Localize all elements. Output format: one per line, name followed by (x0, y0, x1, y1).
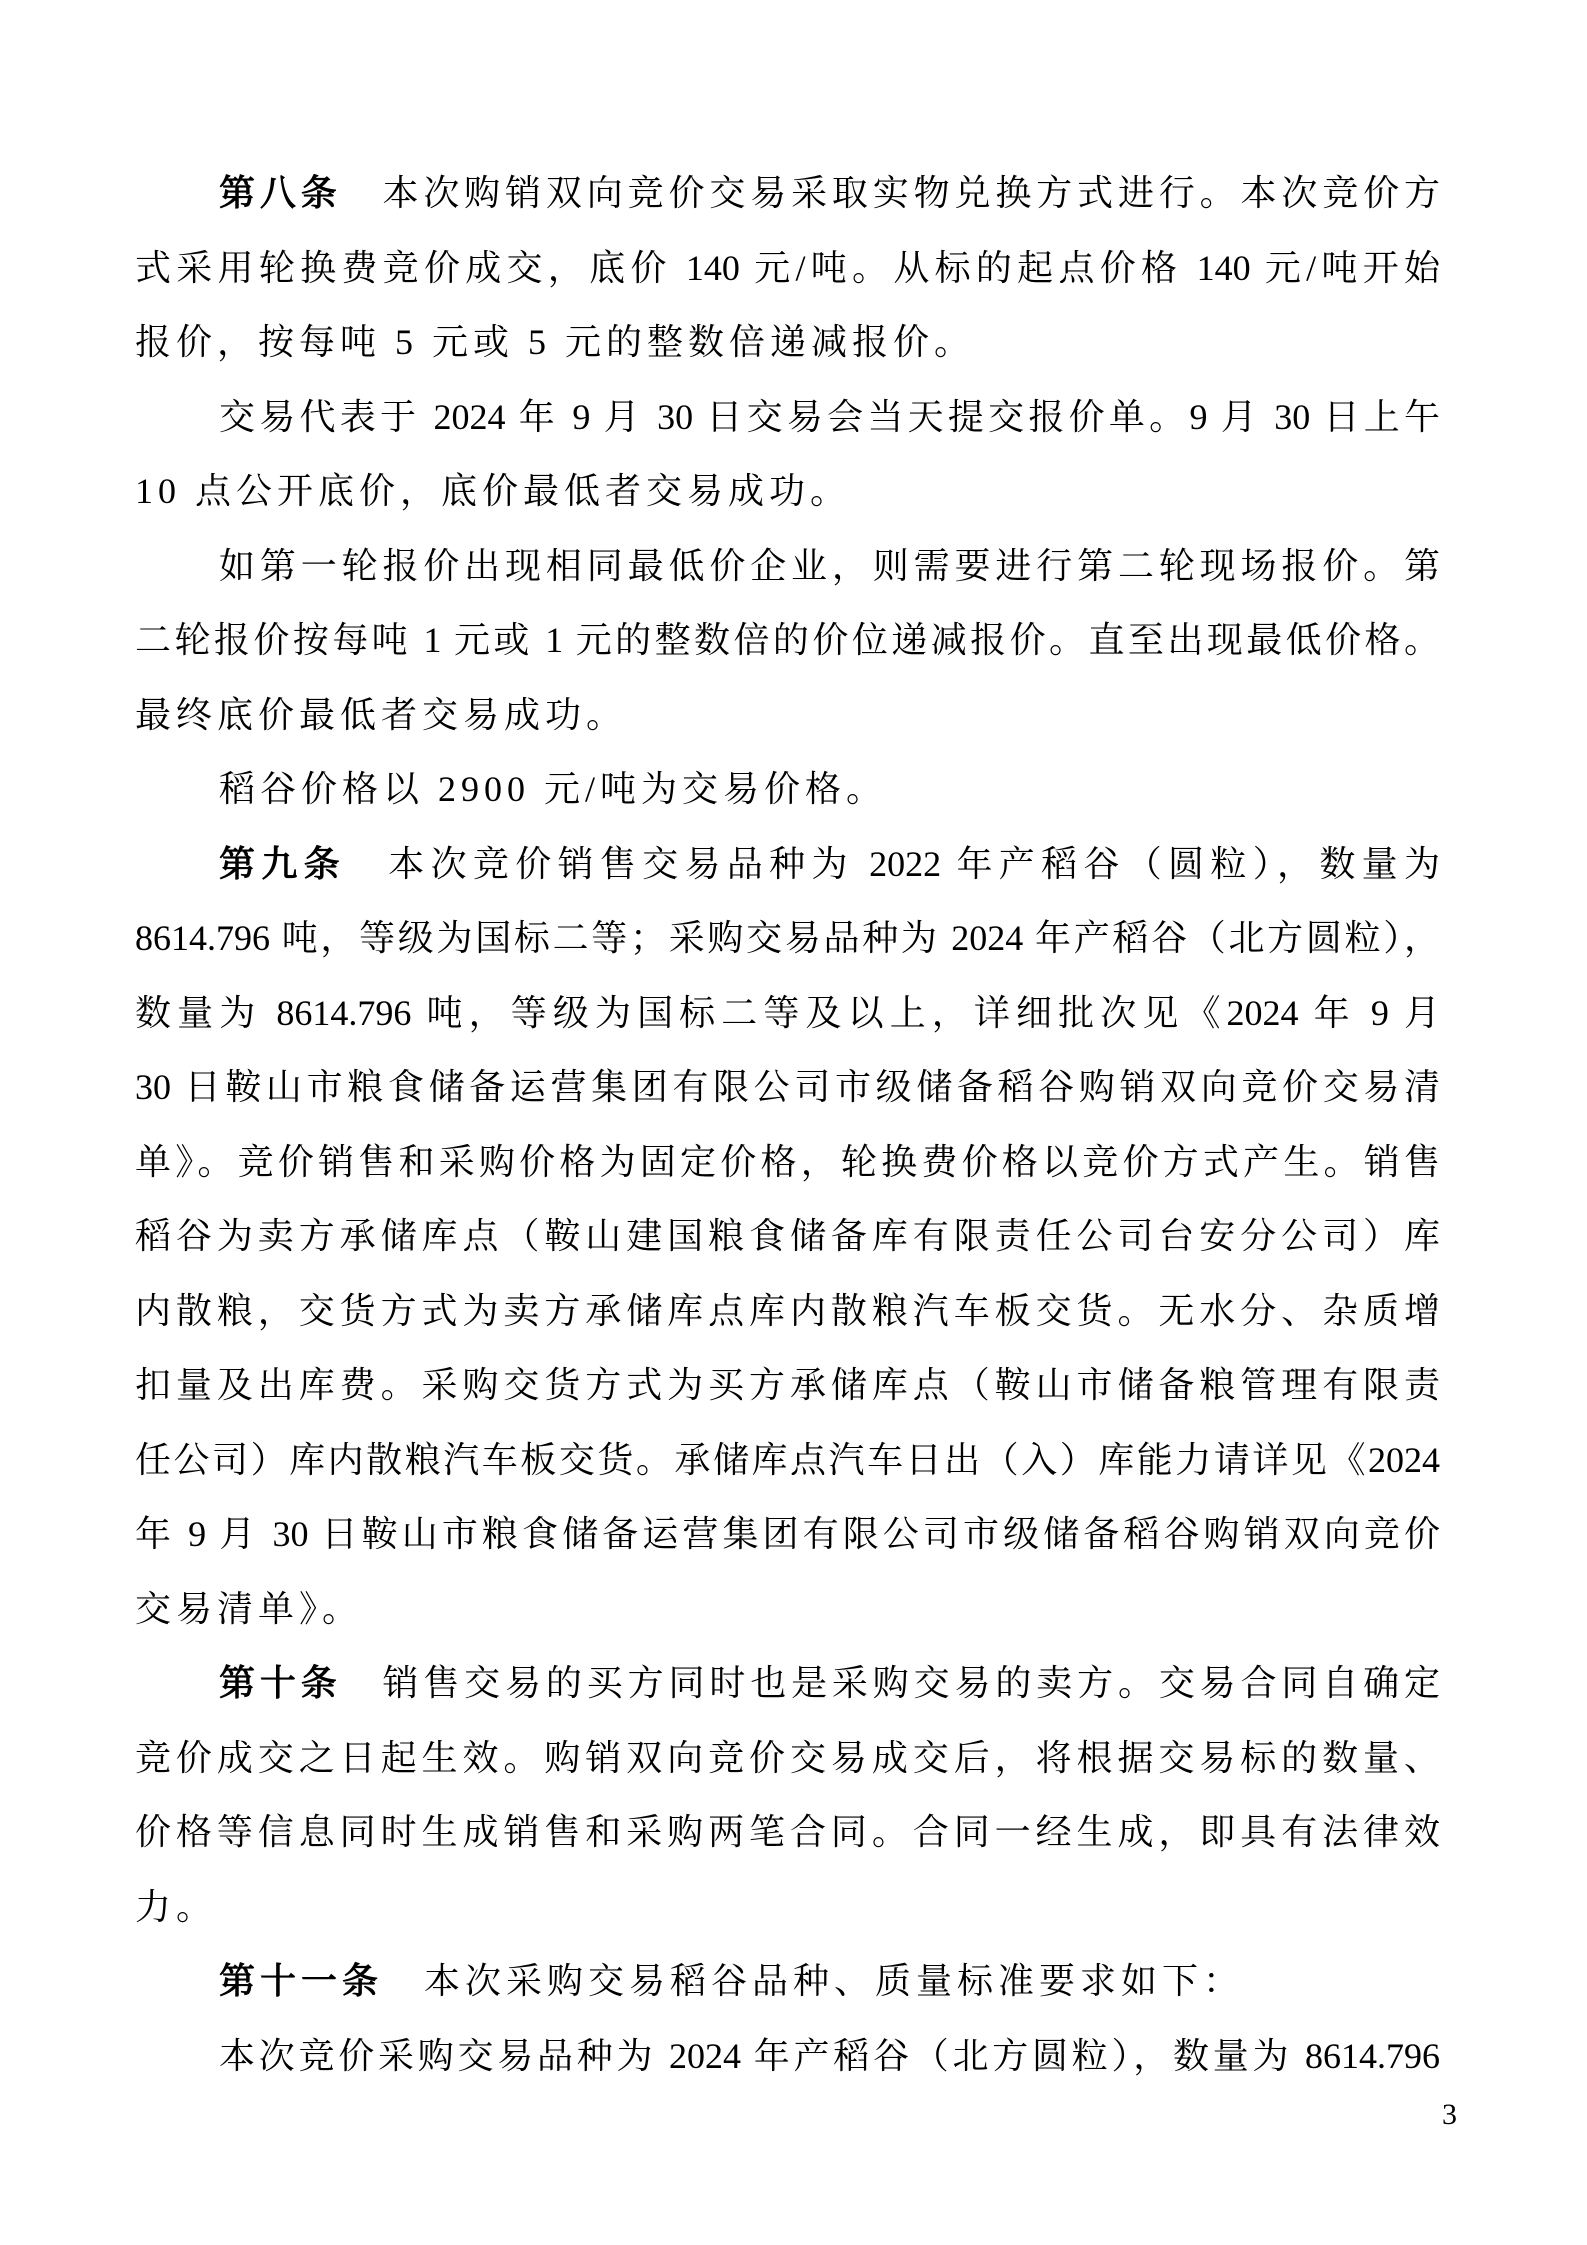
text-line (135, 1572, 1440, 1647)
document-body (135, 156, 1440, 2093)
line-text: 稻谷价格以 2900 元/吨为交易价格。 (219, 769, 888, 809)
line-text: 二轮报价按每吨 1 元或 1 元的整数倍的价位递减报价。直至出现最低价格。 (135, 620, 1440, 660)
text-line (135, 1795, 1440, 1870)
text-line (135, 901, 1440, 976)
paragraph (135, 827, 1440, 1647)
paragraph (135, 529, 1440, 753)
paragraph (135, 380, 1440, 529)
line-text: 交易代表于 2024 年 9 月 30 日交易会当天提交报价单。9 月 30 日上午 (219, 396, 1440, 437)
text-line (135, 1050, 1440, 1125)
text-line (135, 1423, 1440, 1498)
text-line (135, 1274, 1440, 1349)
line-text: 年 9 月 30 日鞍山市粮食储备运营集团有限公司市级储备稻谷购销双向竞价 (135, 1514, 1440, 1554)
article-number-label: 第九条 (219, 843, 346, 884)
text-line (135, 380, 1440, 455)
text-line (135, 1646, 1440, 1721)
text-line (135, 1199, 1440, 1274)
line-text: 最终底价最低者交易成功。 (135, 694, 628, 735)
article-number-label: 第十一条 (219, 1961, 384, 2001)
line-text: 单》。竞价销售和采购价格为固定价格，轮换费价格以竞价方式产生。销售 (135, 1141, 1440, 1182)
text-line (135, 2019, 1440, 2094)
paragraph (135, 1944, 1440, 2019)
line-text: 稻谷为卖方承储库点（鞍山建国粮食储备库有限责任公司台安分公司）库 (135, 1216, 1440, 1256)
paragraph (135, 752, 1440, 827)
article-number-label: 第八条 (219, 173, 342, 213)
line-text: 力。 (135, 1886, 218, 1927)
text-line (135, 603, 1440, 678)
line-text: 10 点公开底价，底价最低者交易成功。 (135, 471, 852, 511)
text-line (135, 305, 1440, 380)
text-line (135, 529, 1440, 604)
text-line (135, 1497, 1440, 1572)
text-line (135, 454, 1440, 529)
line-text: 本次竞价采购交易品种为 2024 年产稻谷（北方圆粒），数量为 8614.796 (219, 2035, 1440, 2076)
line-text: 报价，按每吨 5 元或 5 元的整数倍递减报价。 (135, 322, 976, 362)
article-number-label: 第十条 (219, 1663, 342, 1703)
line-text: 式采用轮换费竞价成交，底价 140 元/吨。从标的起点价格 140 元/吨开始 (135, 247, 1440, 288)
line-text: 扣量及出库费。采购交货方式为买方承储库点（鞍山市储备粮管理有限责 (135, 1365, 1440, 1405)
line-text: 交易清单》。 (135, 1588, 364, 1629)
line-text: 30 日鞍山市粮食储备运营集团有限公司市级储备稻谷购销双向竞价交易清 (135, 1067, 1440, 1107)
text-line (135, 231, 1440, 306)
line-text: 销售交易的买方同时也是采购交易的卖方。交易合同自确定 (341, 1663, 1440, 1703)
paragraph (135, 156, 1440, 380)
line-text: 竞价成交之日起生效。购销双向竞价交易成交后，将根据交易标的数量、 (135, 1737, 1440, 1778)
text-line (135, 1721, 1440, 1796)
line-text: 本次采购交易稻谷品种、质量标准要求如下： (383, 1961, 1245, 2001)
line-text: 任公司）库内散粮汽车板交货。承储库点汽车日出（入）库能力请详见《2024 (135, 1439, 1440, 1480)
text-line (135, 1944, 1440, 2019)
text-line (135, 1870, 1440, 1945)
text-line (135, 976, 1440, 1051)
text-line (135, 156, 1440, 231)
paragraph (135, 1646, 1440, 1944)
line-text: 8614.796 吨，等级为国标二等；采购交易品种为 2024 年产稻谷（北方圆粒）， (135, 918, 1440, 958)
line-text: 价格等信息同时生成销售和采购两笔合同。合同一经生成，即具有法律效 (135, 1812, 1440, 1852)
text-line (135, 752, 1440, 827)
line-text: 如第一轮报价出现相同最低价企业，则需要进行第二轮现场报价。第 (219, 545, 1440, 586)
line-text: 数量为 8614.796 吨，等级为国标二等及以上，详细批次见《2024 年 9 月 (135, 992, 1440, 1033)
text-line (135, 678, 1440, 753)
paragraph (135, 2019, 1440, 2094)
text-line (135, 1348, 1440, 1423)
line-text: 本次购销双向竞价交易采取实物兑换方式进行。本次竞价方 (341, 173, 1440, 213)
line-text: 内散粮，交货方式为卖方承储库点库内散粮汽车板交货。无水分、杂质增 (135, 1290, 1440, 1331)
text-line (135, 827, 1440, 902)
page-number: 3 (1442, 2098, 1457, 2131)
line-text: 本次竞价销售交易品种为 2022 年产稻谷（圆粒），数量为 (345, 843, 1440, 884)
text-line (135, 1125, 1440, 1200)
